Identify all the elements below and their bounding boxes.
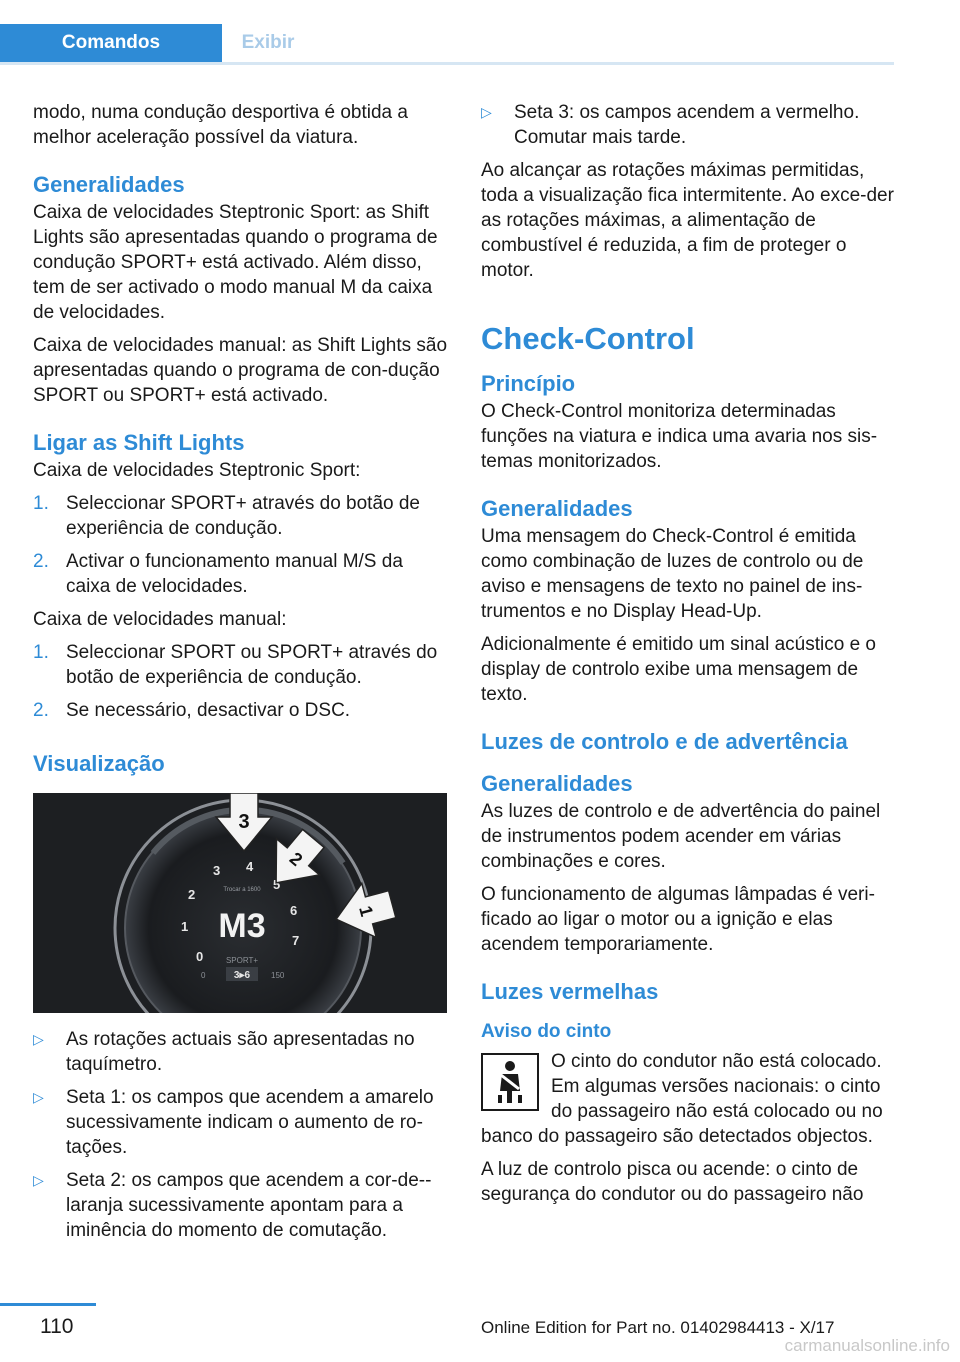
paragraph-luzes-combinacoes: As luzes de controlo e de advertência do painel de instrumentos podem acender em várias combinações e cores. [481, 801, 881, 872]
bullet-text: Seta 1: os campos que acendem a amarelo sucessivamente indicam o aumento de ro‐tações. [66, 1087, 434, 1158]
heading-principio: Princípio [481, 371, 576, 396]
tick-label: 2 [188, 887, 196, 902]
step-text: Seleccionar SPORT+ através do botão de experiência de condução. [66, 493, 420, 539]
heading-ligar-shift-lights: Ligar as Shift Lights [33, 430, 245, 455]
bullet-text: Seta 2: os campos que acendem a cor-de--laranja sucessivamente apontam para a iminência do momento de comutação. [66, 1170, 432, 1241]
heading-luzes-controlo: Luzes de controlo e de advertência [481, 729, 848, 754]
page-number: 110 [40, 1315, 74, 1338]
right-column [481, 100, 899, 1215]
heading-generalidades: Generalidades [33, 172, 185, 197]
list-item [33, 491, 451, 541]
paragraph-luzes-verificacao: O funcionamento de algumas lâmpadas é veri‐ficado ao ligar o motor ou a ignição e elas acendem temporariamente. [481, 884, 875, 955]
tick-label: 1 [181, 919, 189, 934]
paragraph-principio: O Check-Control monitoriza determinadas funções na viatura e indica uma avaria nos sis‐temas monitorizados. [481, 401, 878, 472]
tick-label: 5 [273, 877, 281, 892]
footer-rule [0, 1303, 96, 1306]
gear-indicator: M3 [218, 907, 266, 945]
mode-label: SPORT+ [225, 956, 259, 965]
bullet-triangle-icon: ▷ [33, 1031, 44, 1047]
step-text: Seleccionar SPORT ou SPORT+ através do botão de experiência de condução. [66, 642, 438, 688]
heading-aviso-cinto: Aviso do cinto [481, 1021, 612, 1042]
list-item [33, 640, 451, 690]
paragraph-manual-label: Caixa de velocidades manual: [33, 609, 287, 630]
header-tabs [0, 24, 894, 65]
step-number: 1. [33, 642, 49, 663]
step-number: 2. [33, 700, 49, 721]
paragraph-steptronic: Caixa de velocidades Steptronic Sport: as Shift Lights são apresentadas quando o programa de condução SPORT+ está activado. Além disso, tem de ser activado o modo manual M da caixa de velocidades. [33, 202, 438, 323]
seatbelt-warning-icon [481, 1053, 539, 1111]
tick-label: 7 [292, 933, 300, 948]
tick-label: 4 [246, 859, 254, 874]
tab-exibir[interactable]: Exibir [222, 24, 314, 62]
steps-manual [33, 640, 451, 723]
speed-tick: 0 [201, 971, 206, 980]
intro-paragraph: modo, numa condução desportiva é obtida a melhor aceleração possível da viatura. [33, 102, 408, 148]
gear-range-label: 3▸6 [233, 970, 251, 981]
heading-check-control: Check-Control [481, 321, 695, 356]
speed-tick: 150 [271, 971, 285, 980]
paragraph-cc-message: Uma mensagem do Check-Control é emitida como combinação de luzes de controlo ou de aviso e mensagens de texto no painel de ins‐trumentos e no Display Head-Up. [481, 526, 864, 622]
bullets-continued [481, 100, 899, 150]
arrow-label: 3 [238, 811, 250, 833]
paragraph-max-rpm: Ao alcançar as rotações máximas permitidas, toda a visualização fica intermitente. Ao exce‐der as rotações máximas, a alimentação de combustível é reduzida, a fim de proteger o motor. [481, 160, 894, 281]
list-item [33, 1085, 451, 1160]
paragraph-manual: Caixa de velocidades manual: as Shift Lights são apresentadas quando o programa de con‐dução SPORT ou SPORT+ está activado. [33, 335, 448, 406]
list-item [33, 1168, 451, 1243]
paragraph-cinto: O cinto do condutor não está colocado. Em algumas versões nacionais: o cinto do passageiro não está colocado ou no banco do passageiro são detectados objectos. [481, 1051, 883, 1147]
heading-luzes-vermelhas: Luzes vermelhas [481, 979, 659, 1004]
step-text: Se necessário, desactivar o DSC. [66, 700, 351, 721]
heading-visualizacao: Visualização [33, 751, 165, 776]
tick-label: 3 [213, 863, 221, 878]
tab-comandos[interactable]: Comandos [0, 24, 222, 62]
heading-generalidades-luzes: Generalidades [481, 771, 633, 796]
list-item [33, 698, 451, 723]
list-item [33, 549, 451, 599]
step-number: 2. [33, 551, 49, 572]
edition-label: Online Edition for Part no. 01402984413 - X/17 [481, 1318, 835, 1337]
heading-generalidades-cc: Generalidades [481, 496, 633, 521]
list-item [481, 100, 899, 150]
watermark: carmanualsonline.info [784, 1336, 950, 1355]
steps-steptronic [33, 491, 451, 599]
step-number: 1. [33, 493, 49, 514]
bullet-text: As rotações actuais são apresentadas no taquímetro. [66, 1029, 415, 1075]
left-column [33, 100, 451, 1251]
tick-label: 6 [290, 903, 298, 918]
step-text: Activar o funcionamento manual M/S da caixa de velocidades. [66, 551, 403, 597]
tick-label: 0 [196, 949, 204, 964]
instrument-cluster-image [33, 793, 447, 1013]
arrow-label: 1 [355, 903, 378, 919]
bullets-visualization [33, 1027, 451, 1243]
bullet-triangle-icon: ▷ [33, 1089, 44, 1105]
bullet-text: Seta 3: os campos acendem a vermelho. Comutar mais tarde. [514, 102, 860, 148]
shift-range-label: Trocar a 1600 [223, 887, 261, 893]
bullet-triangle-icon: ▷ [481, 104, 492, 120]
arrow-label: 2 [285, 848, 307, 870]
paragraph-steptronic-label: Caixa de velocidades Steptronic Sport: [33, 460, 361, 481]
bullet-triangle-icon: ▷ [33, 1172, 44, 1188]
paragraph-cc-acoustic: Adicionalmente é emitido um sinal acústico e o display de controlo exibe uma mensagem de texto. [481, 634, 876, 705]
paragraph-cinto-luz: A luz de controlo pisca ou acende: o cinto de segurança do condutor ou do passageiro não [481, 1159, 864, 1205]
list-item [33, 1027, 451, 1077]
